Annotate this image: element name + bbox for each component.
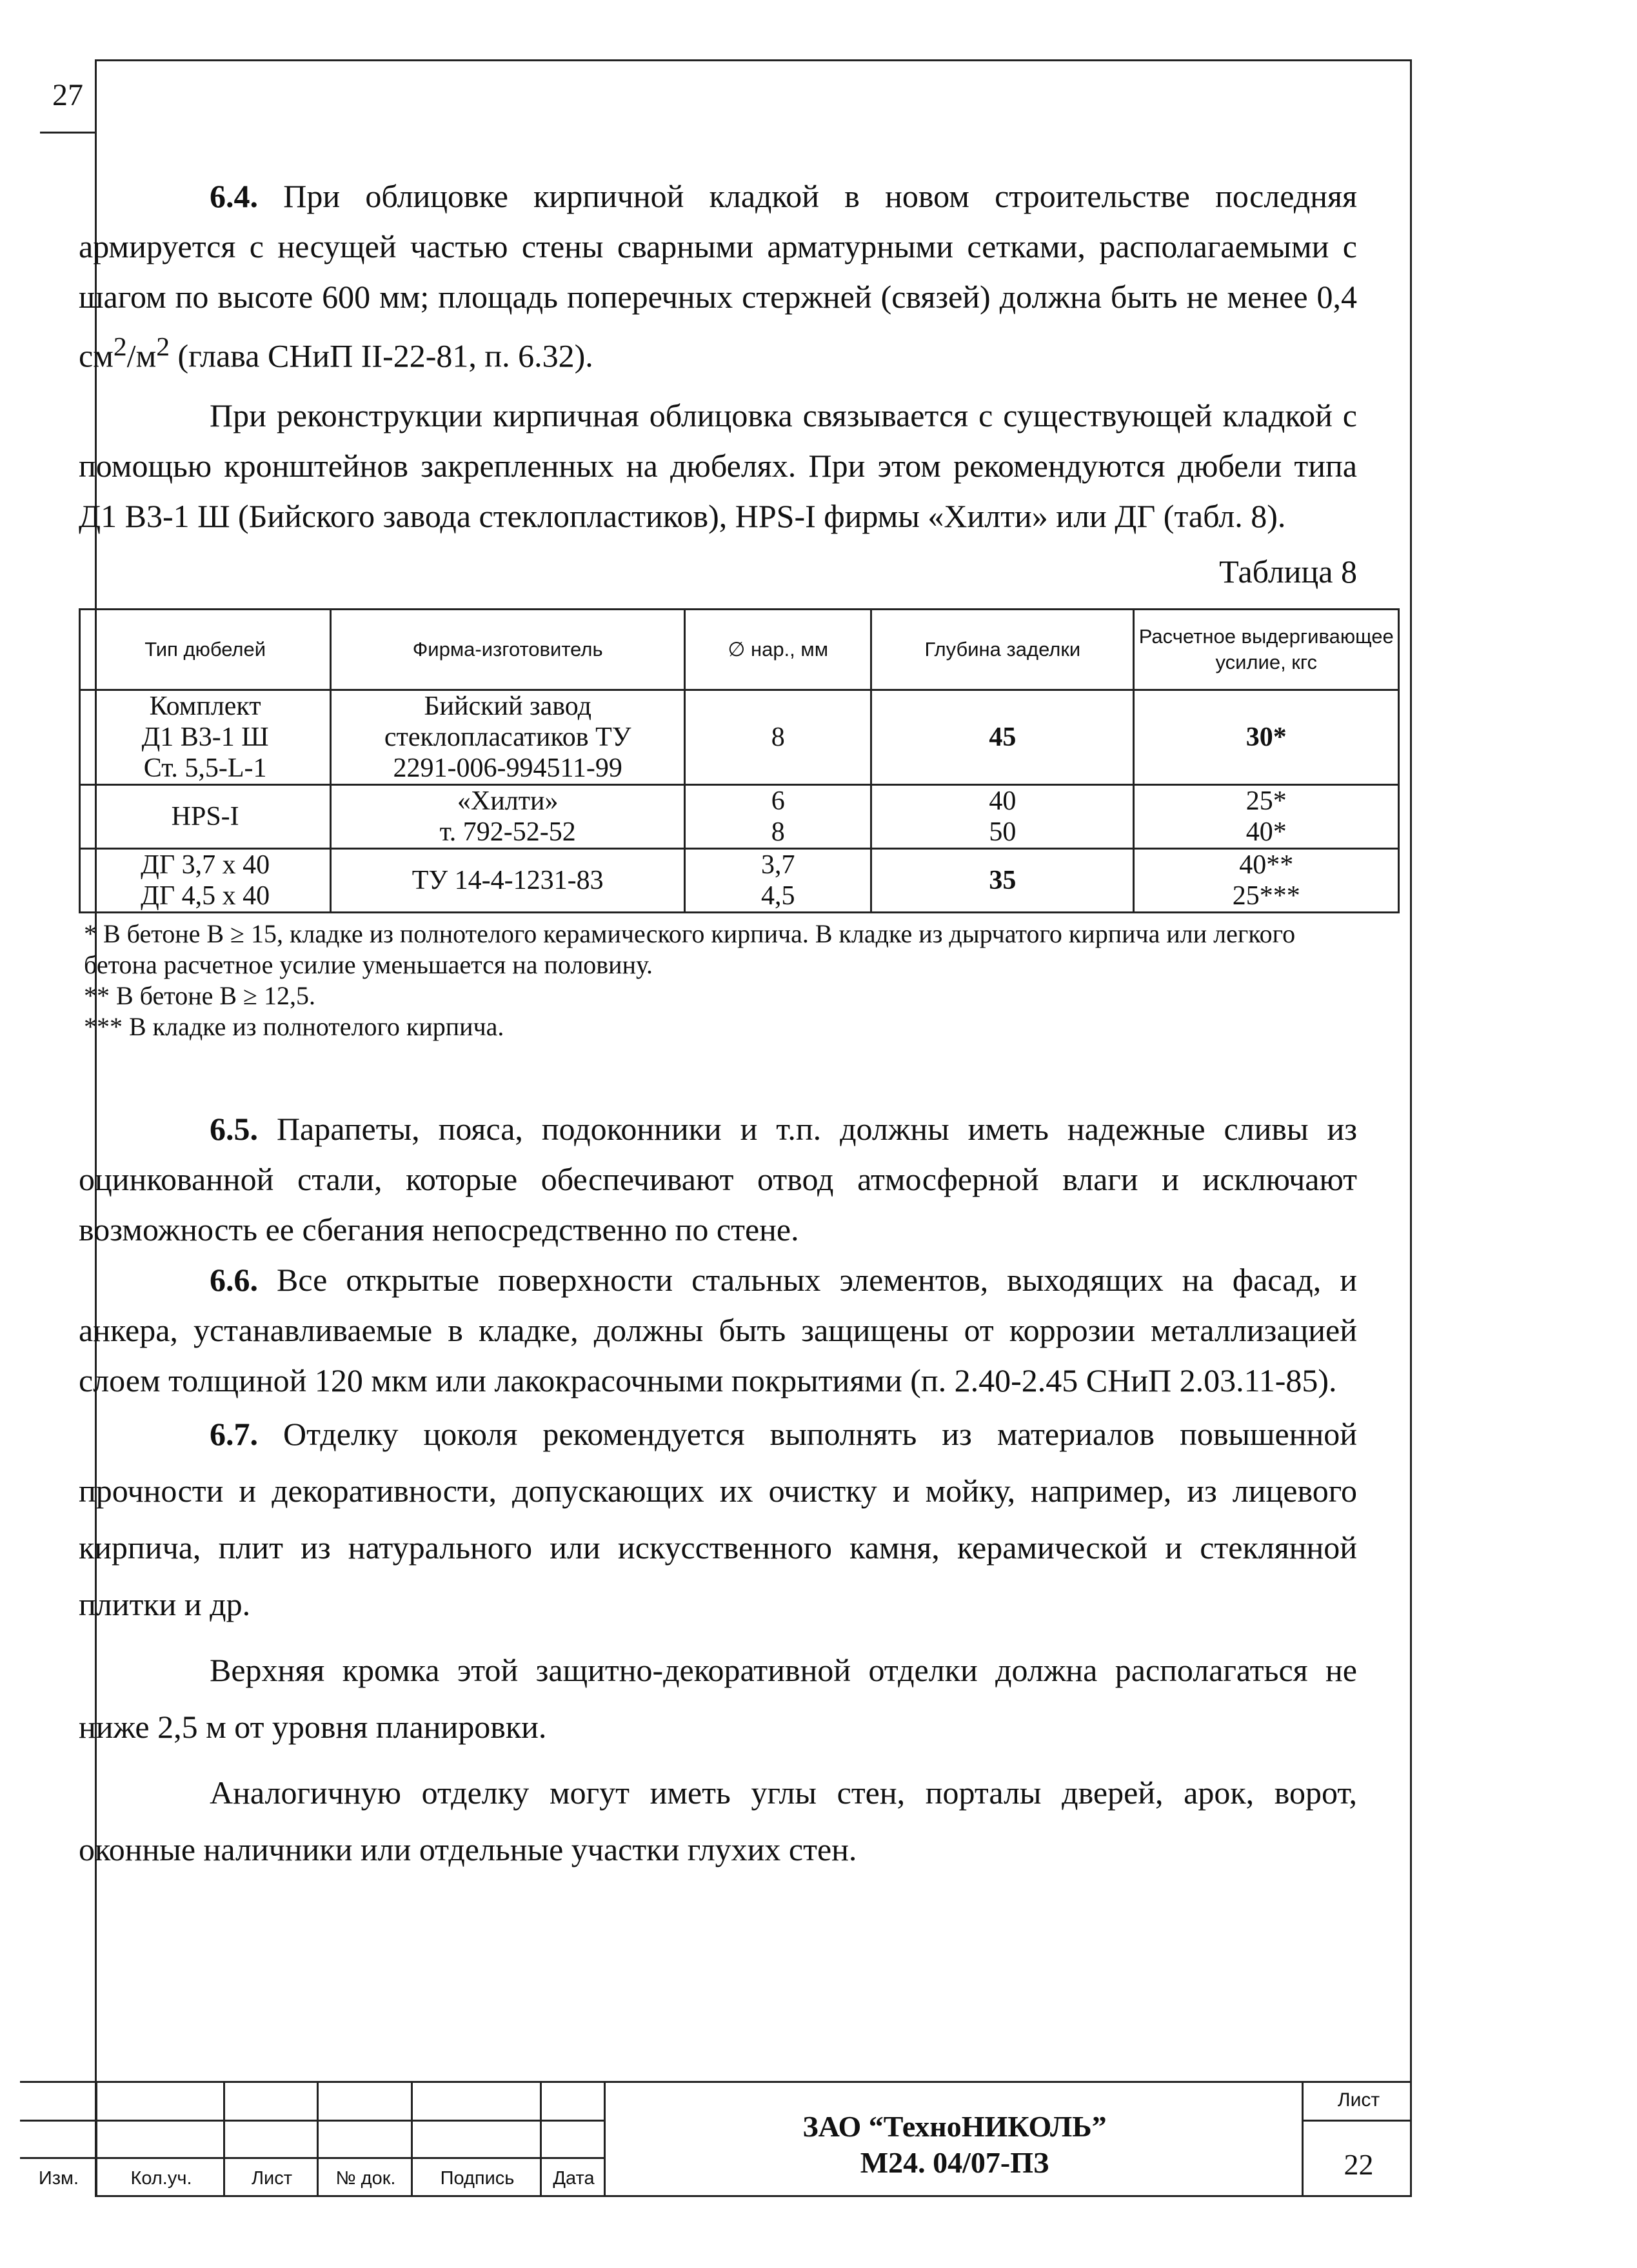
table-header-row: [80, 609, 1399, 690]
stamp-label-kol: Кол.уч.: [130, 2168, 192, 2189]
page-number-box: [40, 59, 97, 134]
sheet-number: 22: [1344, 2148, 1374, 2181]
paragraph-reconstruction: При реконструкции кирпичная облицовка связывается с существующей кладкой с помощью кронштейнов закрепленных на дюбелях. При этом рекомендуются дюбели типа Д1 В3-1 Ш (Бийского завода стеклопластиков), HPS-I фирмы «Хилти» или ДГ (табл. 8).: [79, 397, 1357, 534]
company-name: ЗАО “ТехноНИКОЛЬ”: [802, 2110, 1107, 2143]
cell-type: HPS-I: [80, 784, 331, 848]
cell-diameter: 8: [685, 690, 871, 784]
stamp-label-date: Дата: [553, 2168, 595, 2189]
superscript-2b: 2: [156, 332, 170, 362]
paragraph-6-5-text: Парапеты, пояса, подоконники и т.п. должны иметь надежные сливы из оцинкованной стали, которые обеспечивают отвод атмосферной влаги и исключают возможность ее сбегания непосредственно по стене.: [79, 1110, 1357, 1248]
stamp-title: [606, 2109, 1304, 2181]
section-number-6-7: 6.7.: [210, 1415, 258, 1452]
paragraph-similar-finish: Аналогичную отделку могут иметь углы стен, порталы дверей, арок, ворот, оконные наличники или отдельные участки глухих стен.: [79, 1774, 1357, 1867]
paragraph-6-4-text-a: При облицовке кирпичной кладкой в новом строительстве последняя армируется с несущей частью стены сварными арматурными сетками, располагаемыми с шагом по высоте 600 мм; площадь поперечных стержней (связей) должна быть не менее 0,4 см: [79, 178, 1357, 374]
table-row: [80, 848, 1399, 912]
cell-maker: ТУ 14-4-1231-83: [331, 848, 685, 912]
note-1: * В бетоне В ≥ 15, кладке из полнотелого керамического кирпича. В кладке из дырчатого кирпича или легкого бетона расчетное усилие уменьшается на половину.: [84, 919, 1296, 979]
paragraph-6-7: [79, 1406, 1357, 1633]
document-code: М24. 04/07-ПЗ: [860, 2146, 1049, 2179]
section-number-6-5: 6.5.: [210, 1110, 258, 1147]
units-per-m: /м: [126, 337, 157, 374]
note-2: ** В бетоне В ≥ 12,5.: [84, 980, 316, 1010]
cell-depth: 40 50: [871, 784, 1134, 848]
paragraph-6-4-text-b: (глава СНиП II-22-81, п. 6.32).: [170, 337, 593, 374]
header-type: Тип дюбелей: [80, 609, 331, 690]
cell-depth: 35: [871, 848, 1134, 912]
section-number-6-4: 6.4.: [210, 178, 258, 214]
header-diameter: ∅ нар., мм: [685, 609, 871, 690]
paragraph-6-5: [79, 1104, 1357, 1255]
cell-force: 30*: [1134, 690, 1399, 784]
table-notes: [79, 919, 1357, 1042]
cell-depth: 45: [871, 690, 1134, 784]
stamp-label-list: Лист: [251, 2168, 292, 2189]
stamp-label-signature: Подпись: [440, 2168, 515, 2189]
section-number-6-6: 6.6.: [210, 1261, 258, 1298]
title-block: [20, 2081, 1412, 2195]
header-force: Расчетное выдергивающее усилие, кгс: [1134, 609, 1399, 690]
dowels-table: [79, 608, 1400, 913]
sheet-label: Лист: [1337, 2089, 1380, 2111]
header-maker: Фирма-изготовитель: [331, 609, 685, 690]
cell-maker: «Хилти» т. 792-52-52: [331, 784, 685, 848]
paragraph-6-7-text: Отделку цоколя рекомендуется выполнять из материалов повышенной прочности и декоративности, допускающих их очистку и мойку, например, из лицевого кирпича, плит из натурального или искусственного камня, керамической и стеклянной плитки и др.: [79, 1415, 1357, 1622]
cell-type: Комплект Д1 В3-1 Ш Ст. 5,5-L-1: [80, 690, 331, 784]
superscript-2: 2: [113, 332, 127, 362]
header-depth: Глубина заделки: [871, 609, 1134, 690]
cell-force: 25* 40*: [1134, 784, 1399, 848]
table-caption: Таблица 8: [1219, 553, 1357, 590]
stamp-label-izm: Изм.: [38, 2168, 79, 2189]
table-row: [80, 690, 1399, 784]
stamp-label-doc: № док.: [335, 2168, 396, 2189]
paragraph-6-4: [79, 171, 1357, 381]
table-row: [80, 784, 1399, 848]
cell-maker: Бийский завод стеклопласатиков ТУ 2291-006-994511-99: [331, 690, 685, 784]
page-number: 27: [52, 78, 83, 112]
cell-force: 40** 25***: [1134, 848, 1399, 912]
note-3: *** В кладке из полнотелого кирпича.: [84, 1011, 504, 1041]
cell-diameter: 3,7 4,5: [685, 848, 871, 912]
paragraph-trim-edge: Верхняя кромка этой защитно-декоративной отделки должна располагаться не ниже 2,5 м от уровня планировки.: [79, 1651, 1357, 1745]
paragraph-6-6: [79, 1255, 1357, 1406]
cell-type: ДГ 3,7 х 40 ДГ 4,5 х 40: [80, 848, 331, 912]
document-body: [79, 171, 1394, 1878]
cell-diameter: 6 8: [685, 784, 871, 848]
paragraph-6-6-text: Все открытые поверхности стальных элементов, выходящих на фасад, и анкера, устанавливаемые в кладке, должны быть защищены от коррозии металлизацией слоем толщиной 120 мкм или лакокрасочными покрытиями (п. 2.40-2.45 СНиП 2.03.11-85).: [79, 1261, 1357, 1398]
